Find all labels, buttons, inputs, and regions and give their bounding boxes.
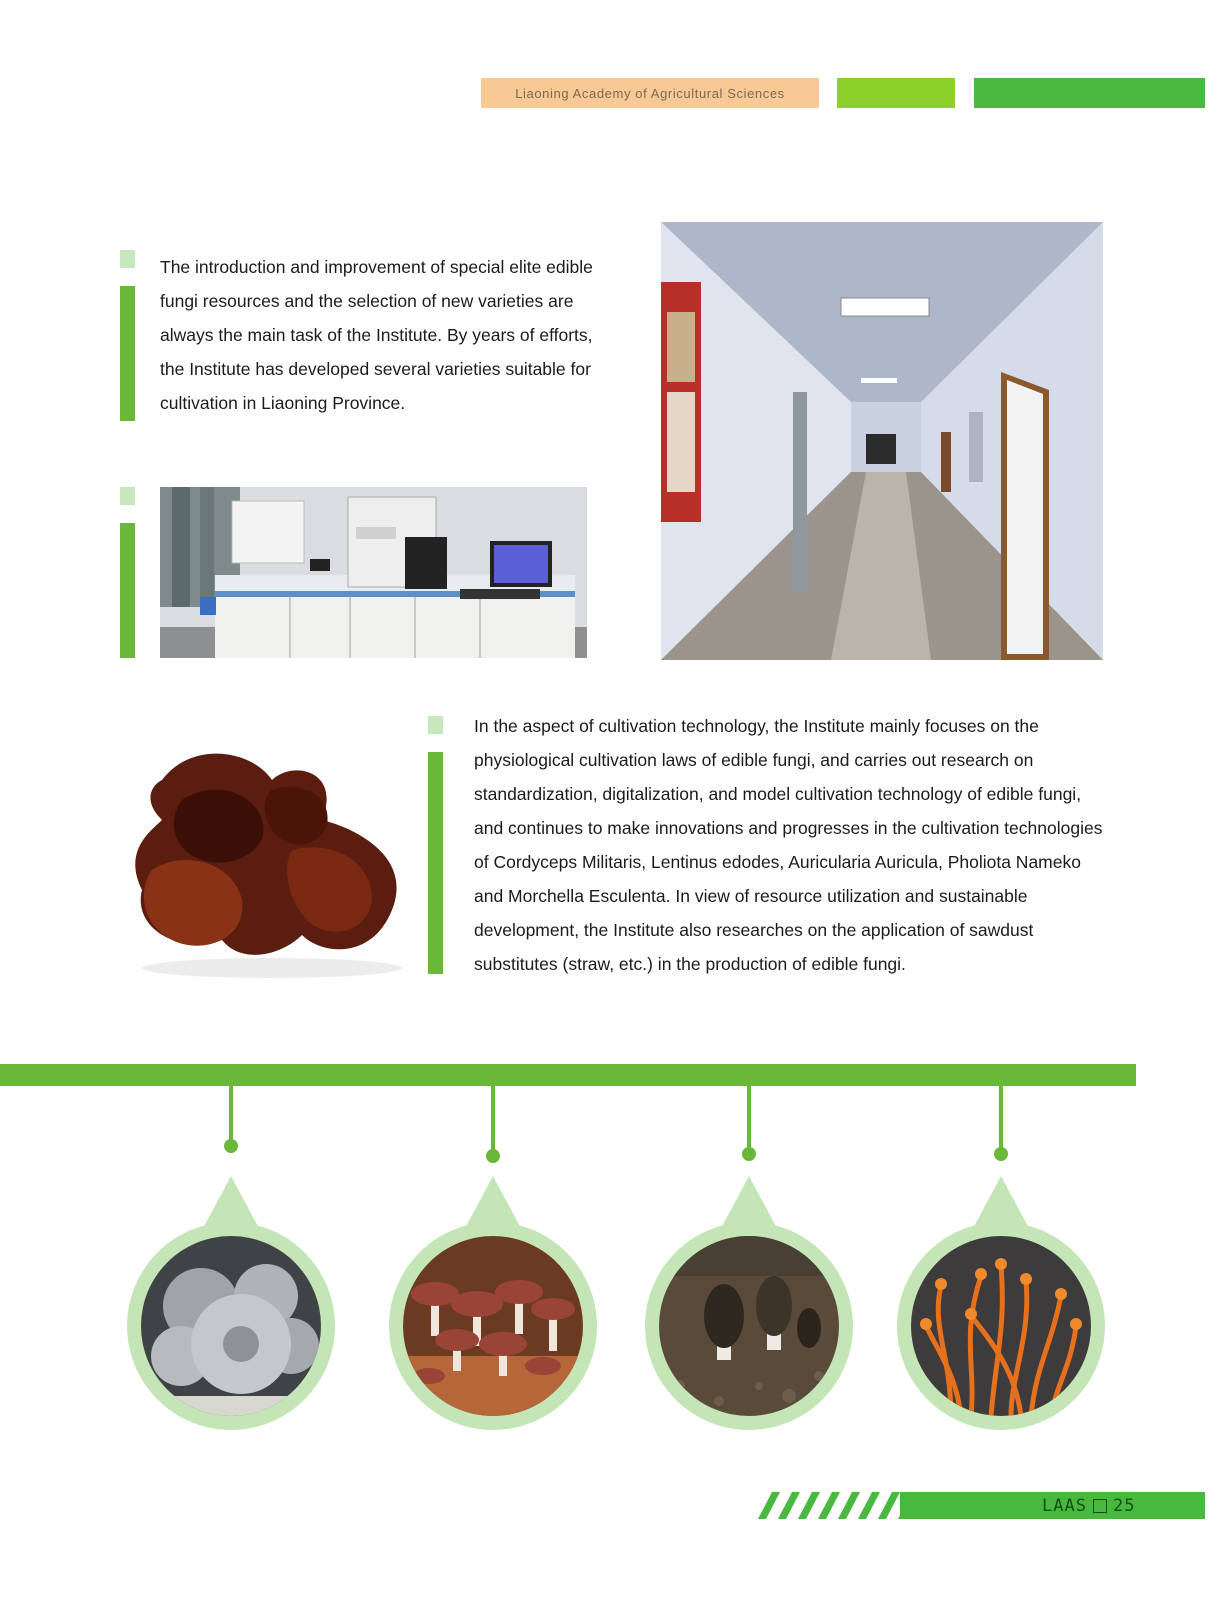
footer-square-icon [1093, 1499, 1107, 1513]
laboratory-photo [160, 487, 587, 658]
section2-paragraph: In the aspect of cultivation technology, the Institute mainly focuses on the physiological cultivation laws of edible fungi, and carries out research on standardization, digitalization, and model cultivation technology of edible fungi, and continues to make innovations and progresses in the cultivation technologies of Cordyceps Militaris, Lentinus edodes, Auricularia Auricula, Pholiota Nameko and Morchella Esculenta. In view of resource utilization and sustainable development, the Institute also researches on the application of sawdust substitutes (straw, etc.) in the production of edible fungi. [474, 716, 1103, 974]
timeline-dot-4 [994, 1147, 1008, 1161]
wood-ear-fungus-photo [122, 740, 412, 980]
footer-brand: LAAS [1042, 1495, 1087, 1516]
section1-paragraph: The introduction and improvement of special elite edible fungi resources and the selection of new varieties are always the main task of the Institute. By years of efforts, the Institute has developed several varieties suitable for cultivation in Liaoning Province. [160, 257, 593, 413]
timeline-stem-1 [229, 1086, 233, 1146]
section1-marker-light [120, 250, 135, 268]
morel-circle [645, 1222, 853, 1430]
corridor-photo [661, 222, 1103, 660]
institution-banner: Liaoning Academy of Agricultural Sciences [481, 78, 819, 108]
footer-stripes [758, 1492, 918, 1519]
header-lime-block [837, 78, 955, 108]
timeline-stem-4 [999, 1086, 1003, 1154]
shiitake-circle [389, 1222, 597, 1430]
morel-photo [659, 1236, 839, 1416]
header-green-block [974, 78, 1205, 108]
lab-photo-marker-light [120, 487, 135, 505]
timeline-stem-2 [491, 1086, 495, 1156]
oyster-mushroom-photo [141, 1236, 321, 1416]
cordyceps-photo [911, 1236, 1091, 1416]
lab-photo-marker-bar [120, 523, 135, 658]
oyster-mushroom-circle [127, 1222, 335, 1430]
timeline-dot-3 [742, 1147, 756, 1161]
timeline-dot-1 [224, 1139, 238, 1153]
timeline-stem-3 [747, 1086, 751, 1154]
shiitake-photo [403, 1236, 583, 1416]
section1-marker-bar [120, 286, 135, 421]
page-footer [1042, 1492, 1192, 1519]
cordyceps-circle [897, 1222, 1105, 1430]
section2-marker-light [428, 716, 443, 734]
section2-marker-bar [428, 752, 443, 974]
timeline-dot-2 [486, 1149, 500, 1163]
timeline-bar [0, 1064, 1136, 1086]
page-number: 25 [1112, 1495, 1136, 1516]
